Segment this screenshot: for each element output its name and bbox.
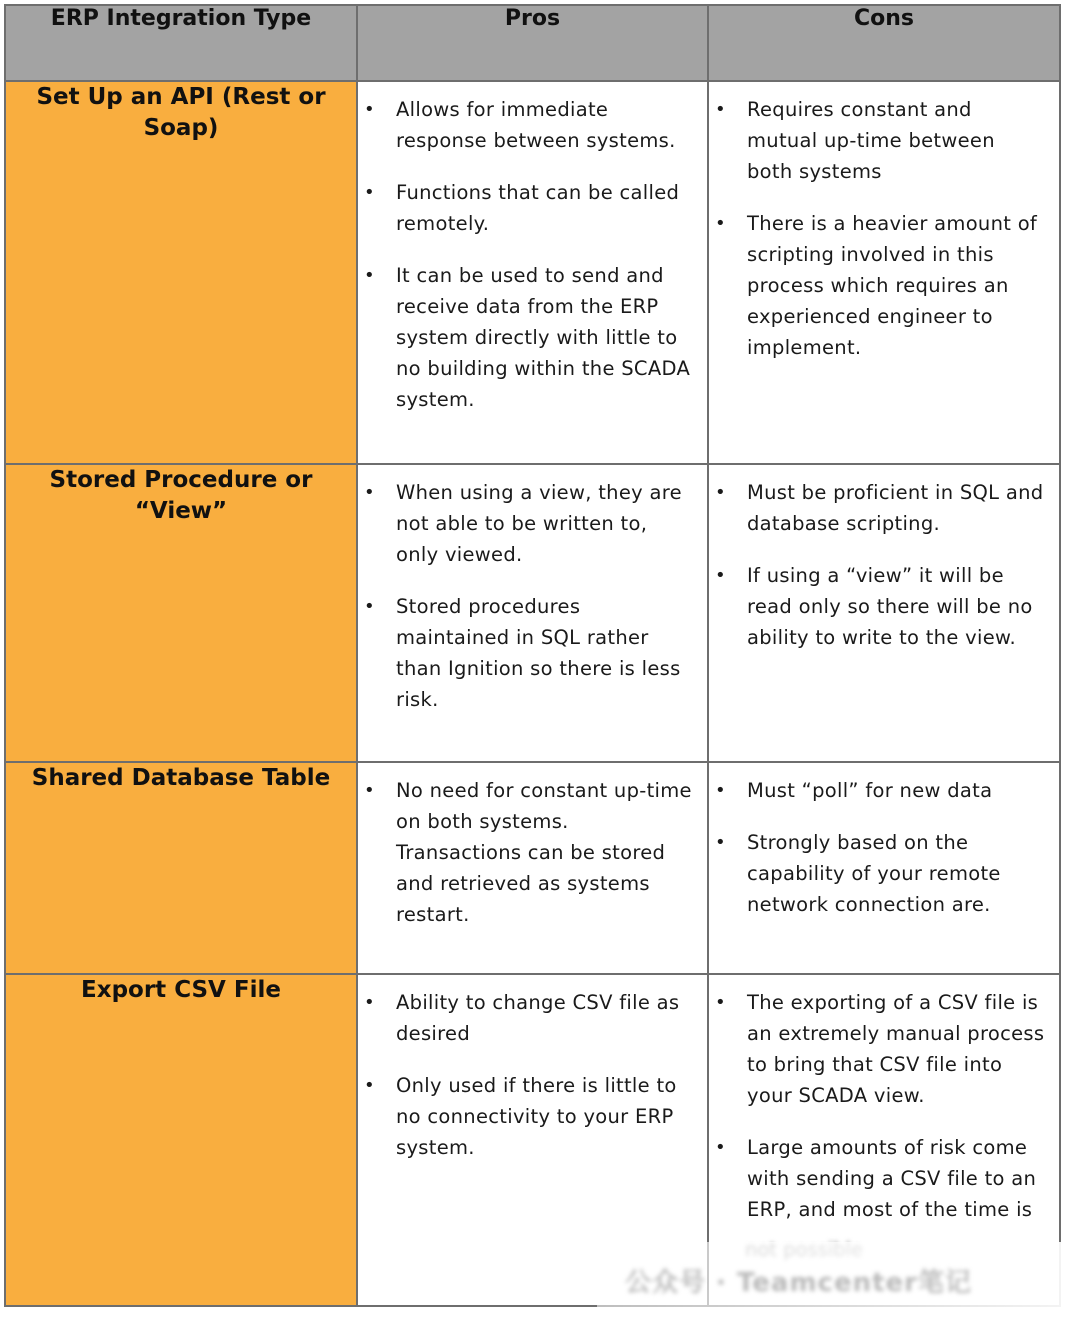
cons-cell [708,464,1060,762]
con-item: • Large amounts of risk come with sending a CSV file to an ERP, and most of the time is [709,1132,1045,1225]
pros-cell [357,762,708,974]
watermark-text: 公众号 · Teamcenter笔记 [625,1268,972,1298]
table-row [5,762,1060,974]
cons-cell [708,81,1060,464]
pro-item: • Stored procedures maintained in SQL rather than Ignition so there is less risk. [358,591,693,715]
con-item: • Requires constant and mutual up-time between both systems [709,94,1045,187]
pro-item: • It can be used to send and receive data from the ERP system directly with little to no building within the SCADA system. [358,260,693,415]
con-item: • If using a “view” it will be read only so there will be no ability to write to the view. [709,560,1045,653]
header-cons: Cons [708,5,1060,81]
con-item: • There is a heavier amount of scripting involved in this process which requires an experienced engineer to implement. [709,208,1045,363]
table-row [5,81,1060,464]
con-item: • The exporting of a CSV file is an extremely manual process to bring that CSV file into your SCADA view. [709,987,1045,1111]
integration-type-cell [5,464,357,762]
header-pros: Pros [357,5,708,81]
integration-type-label: Stored Procedure or “View” [49,467,313,524]
con-item: • Must be proficient in SQL and database scripting. [709,477,1045,539]
pro-item: • When using a view, they are not able to be written to, only viewed. [358,477,693,570]
table-row [5,464,1060,762]
integration-type-label: Shared Database Table [31,765,331,791]
integration-type-cell [5,762,357,974]
integration-type-cell [5,81,357,464]
pros-cell [357,81,708,464]
pro-item: • Allows for immediate response between systems. [358,94,693,156]
pro-item: • Only used if there is little to no connectivity to your ERP system. [358,1070,693,1163]
header-integration-type: ERP Integration Type [5,5,357,81]
pro-item: • Ability to change CSV file as desired [358,987,693,1049]
pro-item: • No need for constant up-time on both systems. Transactions can be stored and retrieved as systems restart. [358,775,693,930]
erp-integration-table [4,4,1061,1307]
pros-cell [357,464,708,762]
con-item: • Strongly based on the capability of your remote network connection are. [709,827,1045,920]
pro-item: • Functions that can be called remotely. [358,177,693,239]
integration-type-cell [5,974,357,1306]
integration-type-label: Set Up an API (Rest or Soap) [36,84,326,141]
cons-cell [708,762,1060,974]
con-item: • Must “poll” for new data [709,775,1045,806]
integration-type-label: Export CSV File [81,977,281,1003]
